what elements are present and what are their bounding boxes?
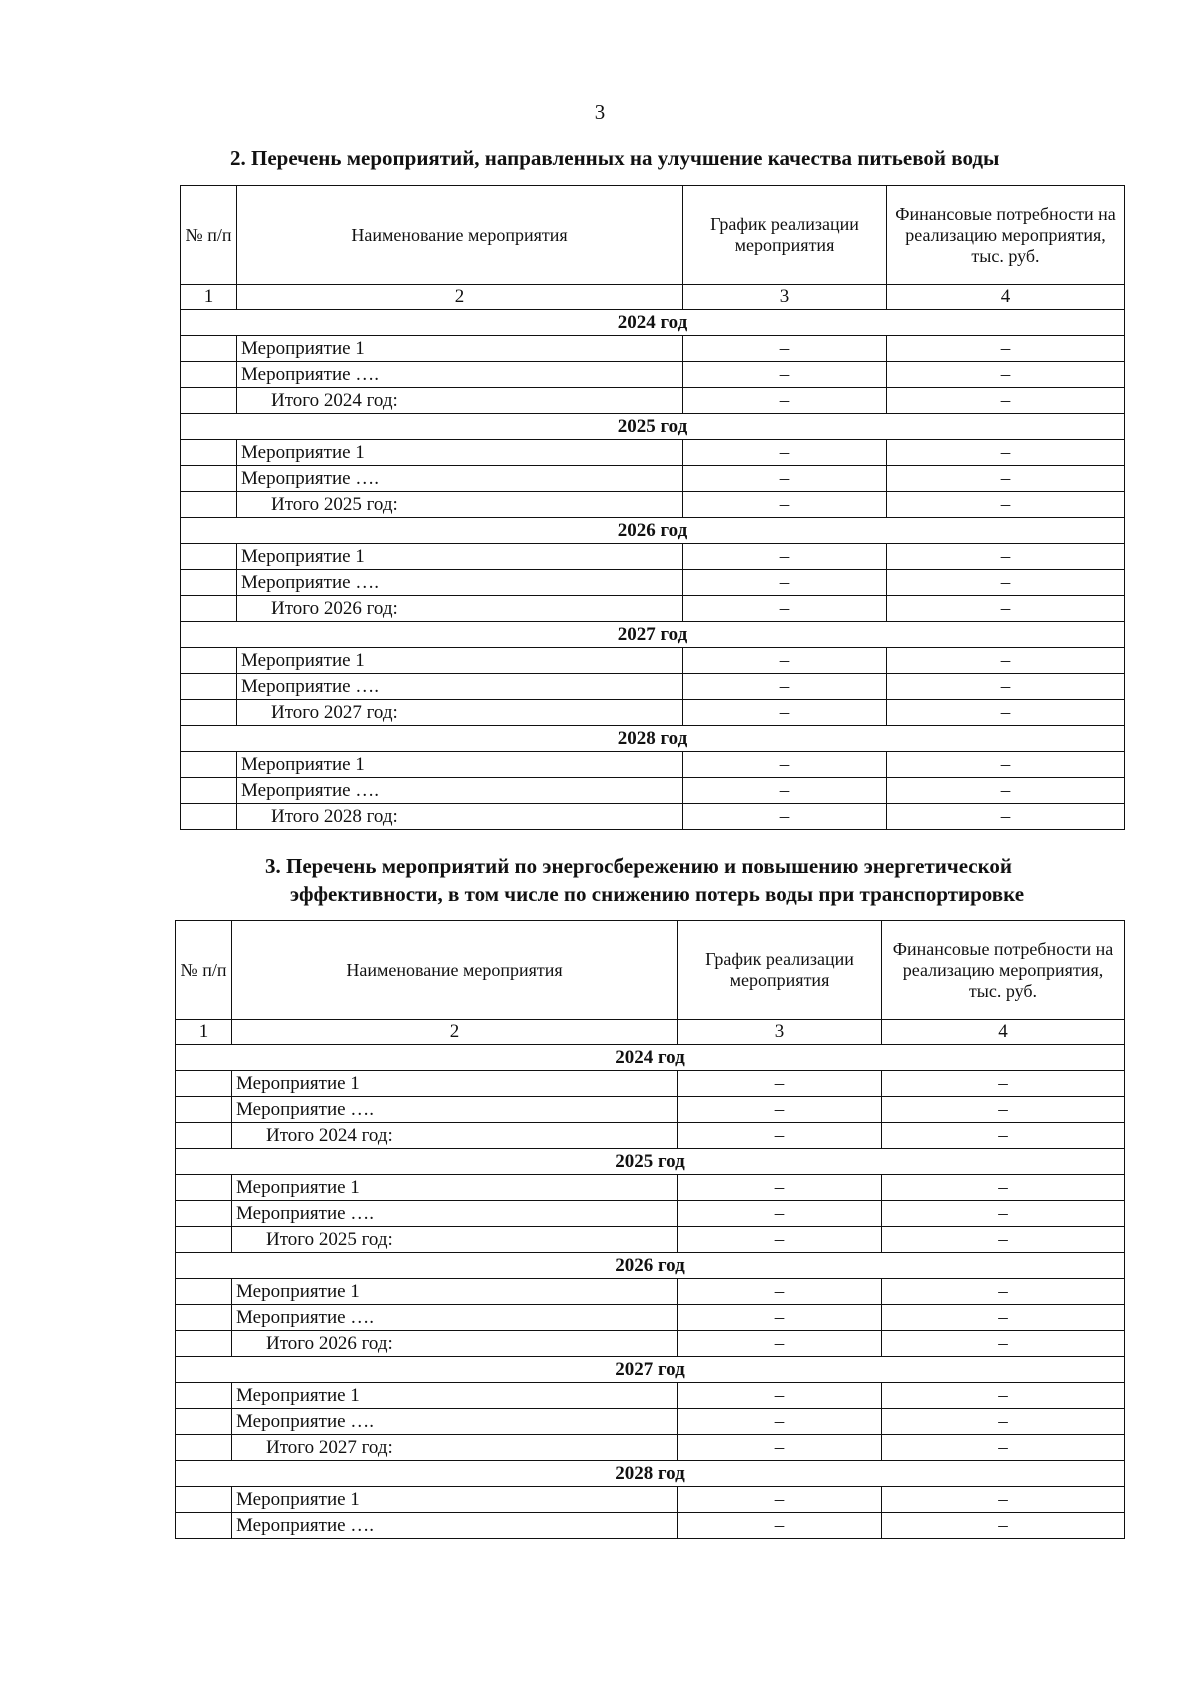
- measures-table-energy-saving: [175, 920, 1125, 1539]
- measure-name: Мероприятие 1: [232, 1071, 678, 1097]
- table-row: [176, 1175, 1125, 1201]
- schedule-value: –: [683, 492, 887, 518]
- table-row: [181, 362, 1125, 388]
- measure-name: Мероприятие 1: [232, 1487, 678, 1513]
- row-number-cell: [181, 362, 237, 388]
- table-row: [181, 466, 1125, 492]
- finance-value: –: [887, 544, 1125, 570]
- year-row: [181, 622, 1125, 648]
- measure-name: Мероприятие 1: [237, 648, 683, 674]
- measure-name: Итого 2025 год:: [237, 492, 683, 518]
- finance-value: –: [882, 1513, 1125, 1539]
- schedule-value: –: [678, 1331, 882, 1357]
- total-row: [181, 596, 1125, 622]
- year-label: 2025 год: [176, 1149, 1125, 1175]
- column-number-row: [176, 1020, 1125, 1045]
- table-row: [176, 1097, 1125, 1123]
- year-row: [176, 1045, 1125, 1071]
- finance-value: –: [882, 1435, 1125, 1461]
- schedule-value: –: [678, 1435, 882, 1461]
- measure-name: Мероприятие ….: [237, 570, 683, 596]
- schedule-value: –: [683, 596, 887, 622]
- year-label: 2027 год: [176, 1357, 1125, 1383]
- schedule-value: –: [683, 752, 887, 778]
- measure-name: Мероприятие 1: [232, 1279, 678, 1305]
- page-number: 3: [594, 100, 606, 124]
- year-label: 2024 год: [181, 310, 1125, 336]
- measure-name: Мероприятие ….: [232, 1305, 678, 1331]
- finance-value: –: [882, 1227, 1125, 1253]
- row-number-cell: [176, 1487, 232, 1513]
- measure-name: Мероприятие ….: [232, 1409, 678, 1435]
- table-row: [181, 544, 1125, 570]
- schedule-value: –: [678, 1513, 882, 1539]
- finance-value: –: [887, 700, 1125, 726]
- total-row: [181, 492, 1125, 518]
- schedule-value: –: [678, 1305, 882, 1331]
- measure-name: Мероприятие ….: [237, 674, 683, 700]
- finance-value: –: [887, 492, 1125, 518]
- year-row: [181, 310, 1125, 336]
- header-cell-3: График реализации мероприятия: [678, 921, 882, 1020]
- finance-value: –: [882, 1409, 1125, 1435]
- measure-name: Мероприятие 1: [237, 544, 683, 570]
- schedule-value: –: [678, 1487, 882, 1513]
- total-row: [176, 1331, 1125, 1357]
- table-row: [181, 570, 1125, 596]
- row-number-cell: [176, 1175, 232, 1201]
- column-number-cell: 4: [882, 1020, 1125, 1045]
- year-row: [176, 1461, 1125, 1487]
- section-3-title-line-2: эффективности, в том числе по снижению потерь воды при транспортировке: [290, 882, 1025, 906]
- finance-value: –: [887, 674, 1125, 700]
- row-number-cell: [181, 648, 237, 674]
- row-number-cell: [176, 1435, 232, 1461]
- measure-name: Мероприятие 1: [237, 336, 683, 362]
- year-label: 2024 год: [176, 1045, 1125, 1071]
- finance-value: –: [882, 1175, 1125, 1201]
- total-row: [181, 700, 1125, 726]
- finance-value: –: [887, 388, 1125, 414]
- schedule-value: –: [683, 440, 887, 466]
- row-number-cell: [176, 1227, 232, 1253]
- year-label: 2025 год: [181, 414, 1125, 440]
- schedule-value: –: [678, 1227, 882, 1253]
- measure-name: Мероприятие ….: [237, 362, 683, 388]
- finance-value: –: [882, 1097, 1125, 1123]
- measure-name: Итого 2024 год:: [232, 1123, 678, 1149]
- table-row: [176, 1513, 1125, 1539]
- column-number-cell: 2: [232, 1020, 678, 1045]
- finance-value: –: [882, 1071, 1125, 1097]
- finance-value: –: [882, 1487, 1125, 1513]
- table-row: [176, 1409, 1125, 1435]
- measure-name: Итого 2026 год:: [237, 596, 683, 622]
- table-header-row: [176, 921, 1125, 1020]
- schedule-value: –: [683, 336, 887, 362]
- schedule-value: –: [683, 570, 887, 596]
- measure-name: Итого 2026 год:: [232, 1331, 678, 1357]
- finance-value: –: [882, 1305, 1125, 1331]
- schedule-value: –: [683, 778, 887, 804]
- table-row: [181, 674, 1125, 700]
- finance-value: –: [887, 596, 1125, 622]
- row-number-cell: [176, 1201, 232, 1227]
- table-row: [181, 648, 1125, 674]
- table-row: [181, 778, 1125, 804]
- total-row: [176, 1123, 1125, 1149]
- column-number-cell: 4: [887, 285, 1125, 310]
- schedule-value: –: [683, 544, 887, 570]
- schedule-value: –: [683, 804, 887, 830]
- year-label: 2028 год: [181, 726, 1125, 752]
- finance-value: –: [887, 440, 1125, 466]
- measure-name: Мероприятие 1: [232, 1383, 678, 1409]
- finance-value: –: [887, 804, 1125, 830]
- header-cell-1: № п/п: [181, 186, 237, 285]
- table-row: [176, 1487, 1125, 1513]
- table-row: [176, 1279, 1125, 1305]
- finance-value: –: [882, 1123, 1125, 1149]
- finance-value: –: [887, 570, 1125, 596]
- header-cell-4: Финансовые потребности на реализацию мероприятия, тыс. руб.: [882, 921, 1125, 1020]
- finance-value: –: [887, 648, 1125, 674]
- total-row: [181, 388, 1125, 414]
- row-number-cell: [176, 1513, 232, 1539]
- schedule-value: –: [683, 674, 887, 700]
- measures-table-water-quality: [180, 185, 1125, 830]
- row-number-cell: [181, 752, 237, 778]
- schedule-value: –: [683, 700, 887, 726]
- finance-value: –: [887, 752, 1125, 778]
- table-row: [176, 1305, 1125, 1331]
- total-row: [176, 1435, 1125, 1461]
- measure-name: Мероприятие 1: [237, 752, 683, 778]
- table-header-row: [181, 186, 1125, 285]
- column-number-cell: 1: [176, 1020, 232, 1045]
- column-number-row: [181, 285, 1125, 310]
- total-row: [176, 1227, 1125, 1253]
- schedule-value: –: [683, 362, 887, 388]
- schedule-value: –: [683, 466, 887, 492]
- header-cell-2: Наименование мероприятия: [237, 186, 683, 285]
- header-cell-1: № п/п: [176, 921, 232, 1020]
- table-row: [176, 1383, 1125, 1409]
- measure-name: Итого 2028 год:: [237, 804, 683, 830]
- row-number-cell: [181, 804, 237, 830]
- table-row: [181, 336, 1125, 362]
- row-number-cell: [176, 1383, 232, 1409]
- measure-name: Мероприятие ….: [232, 1097, 678, 1123]
- finance-value: –: [887, 336, 1125, 362]
- row-number-cell: [176, 1071, 232, 1097]
- measure-name: Мероприятие ….: [232, 1513, 678, 1539]
- row-number-cell: [176, 1123, 232, 1149]
- schedule-value: –: [683, 648, 887, 674]
- schedule-value: –: [678, 1123, 882, 1149]
- schedule-value: –: [678, 1279, 882, 1305]
- row-number-cell: [181, 492, 237, 518]
- schedule-value: –: [678, 1201, 882, 1227]
- total-row: [181, 804, 1125, 830]
- year-row: [176, 1149, 1125, 1175]
- measure-name: Итого 2027 год:: [237, 700, 683, 726]
- column-number-cell: 3: [683, 285, 887, 310]
- year-row: [181, 414, 1125, 440]
- year-row: [176, 1357, 1125, 1383]
- year-row: [176, 1253, 1125, 1279]
- measure-name: Мероприятие ….: [232, 1201, 678, 1227]
- schedule-value: –: [678, 1409, 882, 1435]
- table-row: [176, 1071, 1125, 1097]
- row-number-cell: [181, 700, 237, 726]
- schedule-value: –: [678, 1175, 882, 1201]
- measure-name: Итого 2027 год:: [232, 1435, 678, 1461]
- row-number-cell: [181, 466, 237, 492]
- year-row: [181, 726, 1125, 752]
- row-number-cell: [181, 440, 237, 466]
- table-row: [181, 440, 1125, 466]
- measure-name: Мероприятие ….: [237, 778, 683, 804]
- measure-name: Итого 2024 год:: [237, 388, 683, 414]
- finance-value: –: [887, 778, 1125, 804]
- measure-name: Итого 2025 год:: [232, 1227, 678, 1253]
- finance-value: –: [887, 466, 1125, 492]
- year-label: 2028 год: [176, 1461, 1125, 1487]
- finance-value: –: [882, 1383, 1125, 1409]
- row-number-cell: [176, 1305, 232, 1331]
- schedule-value: –: [678, 1097, 882, 1123]
- table-row: [176, 1201, 1125, 1227]
- measure-name: Мероприятие 1: [237, 440, 683, 466]
- row-number-cell: [181, 570, 237, 596]
- row-number-cell: [176, 1097, 232, 1123]
- schedule-value: –: [678, 1071, 882, 1097]
- year-label: 2027 год: [181, 622, 1125, 648]
- finance-value: –: [882, 1201, 1125, 1227]
- row-number-cell: [181, 336, 237, 362]
- row-number-cell: [181, 544, 237, 570]
- column-number-cell: 3: [678, 1020, 882, 1045]
- header-cell-2: Наименование мероприятия: [232, 921, 678, 1020]
- measure-name: Мероприятие ….: [237, 466, 683, 492]
- row-number-cell: [181, 778, 237, 804]
- row-number-cell: [176, 1331, 232, 1357]
- column-number-cell: 2: [237, 285, 683, 310]
- year-label: 2026 год: [176, 1253, 1125, 1279]
- finance-value: –: [887, 362, 1125, 388]
- column-number-cell: 1: [181, 285, 237, 310]
- finance-value: –: [882, 1331, 1125, 1357]
- row-number-cell: [181, 388, 237, 414]
- finance-value: –: [882, 1279, 1125, 1305]
- year-row: [181, 518, 1125, 544]
- year-label: 2026 год: [181, 518, 1125, 544]
- row-number-cell: [181, 596, 237, 622]
- row-number-cell: [181, 674, 237, 700]
- table-row: [181, 752, 1125, 778]
- section-3-title-line-1: 3. Перечень мероприятий по энергосбережению и повышению энергетической: [265, 854, 1013, 878]
- row-number-cell: [176, 1279, 232, 1305]
- header-cell-4: Финансовые потребности на реализацию мероприятия, тыс. руб.: [887, 186, 1125, 285]
- section-2-title: 2. Перечень мероприятий, направленных на улучшение качества питьевой воды: [230, 146, 1000, 170]
- schedule-value: –: [683, 388, 887, 414]
- schedule-value: –: [678, 1383, 882, 1409]
- header-cell-3: График реализации мероприятия: [683, 186, 887, 285]
- measure-name: Мероприятие 1: [232, 1175, 678, 1201]
- row-number-cell: [176, 1409, 232, 1435]
